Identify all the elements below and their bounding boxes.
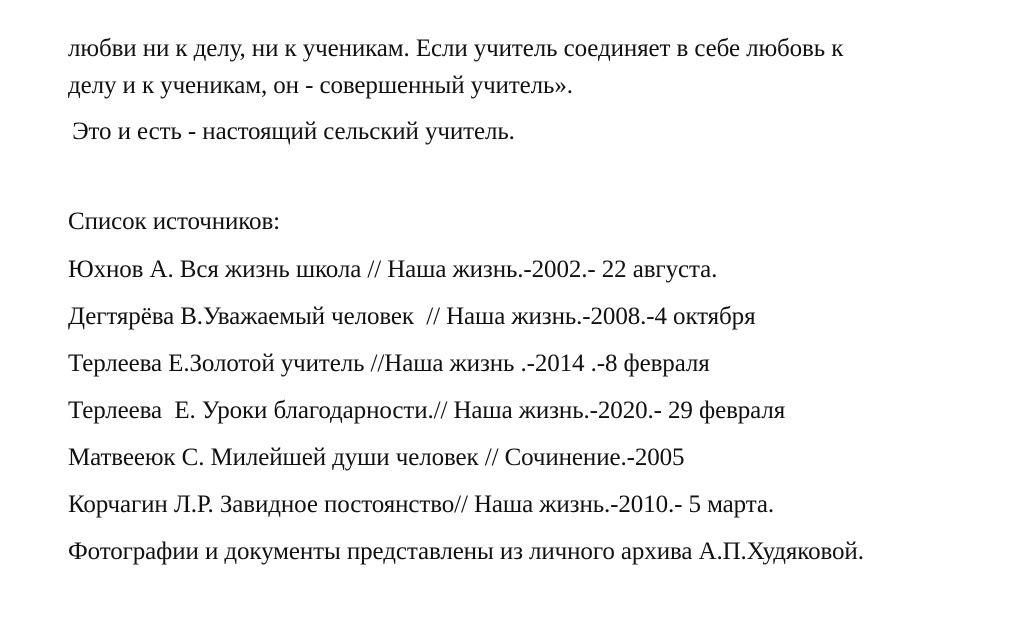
body-text-line: делу и к ученикам, он - совершенный учитель».	[68, 72, 573, 99]
source-item: Дегтярёва В.Уважаемый человек // Наша жизнь.-2008.-4 октября	[68, 303, 756, 330]
archive-note: Фотографии и документы представлены из личного архива А.П.Худяковой.	[68, 538, 864, 565]
source-item: Матвееюк С. Милейшей души человек // Сочинение.-2005	[68, 444, 685, 471]
source-item: Терлеева Е. Уроки благодарности.// Наша жизнь.-2020.- 29 февраля	[68, 397, 786, 424]
source-item: Терлеева Е.Золотой учитель //Наша жизнь .-2014 .-8 февраля	[68, 350, 710, 377]
body-text-line: любви ни к делу, ни к ученикам. Если учитель соединяет в себе любовь к	[68, 35, 844, 62]
body-text-line: Это и есть - настоящий сельский учитель.	[66, 118, 515, 145]
source-item: Юхнов А. Вся жизнь школа // Наша жизнь.-2002.- 22 августа.	[68, 256, 718, 283]
source-item: Корчагин Л.Р. Завидное постоянство// Наша жизнь.-2010.- 5 марта.	[68, 491, 774, 518]
sources-heading: Список источников:	[68, 208, 281, 235]
